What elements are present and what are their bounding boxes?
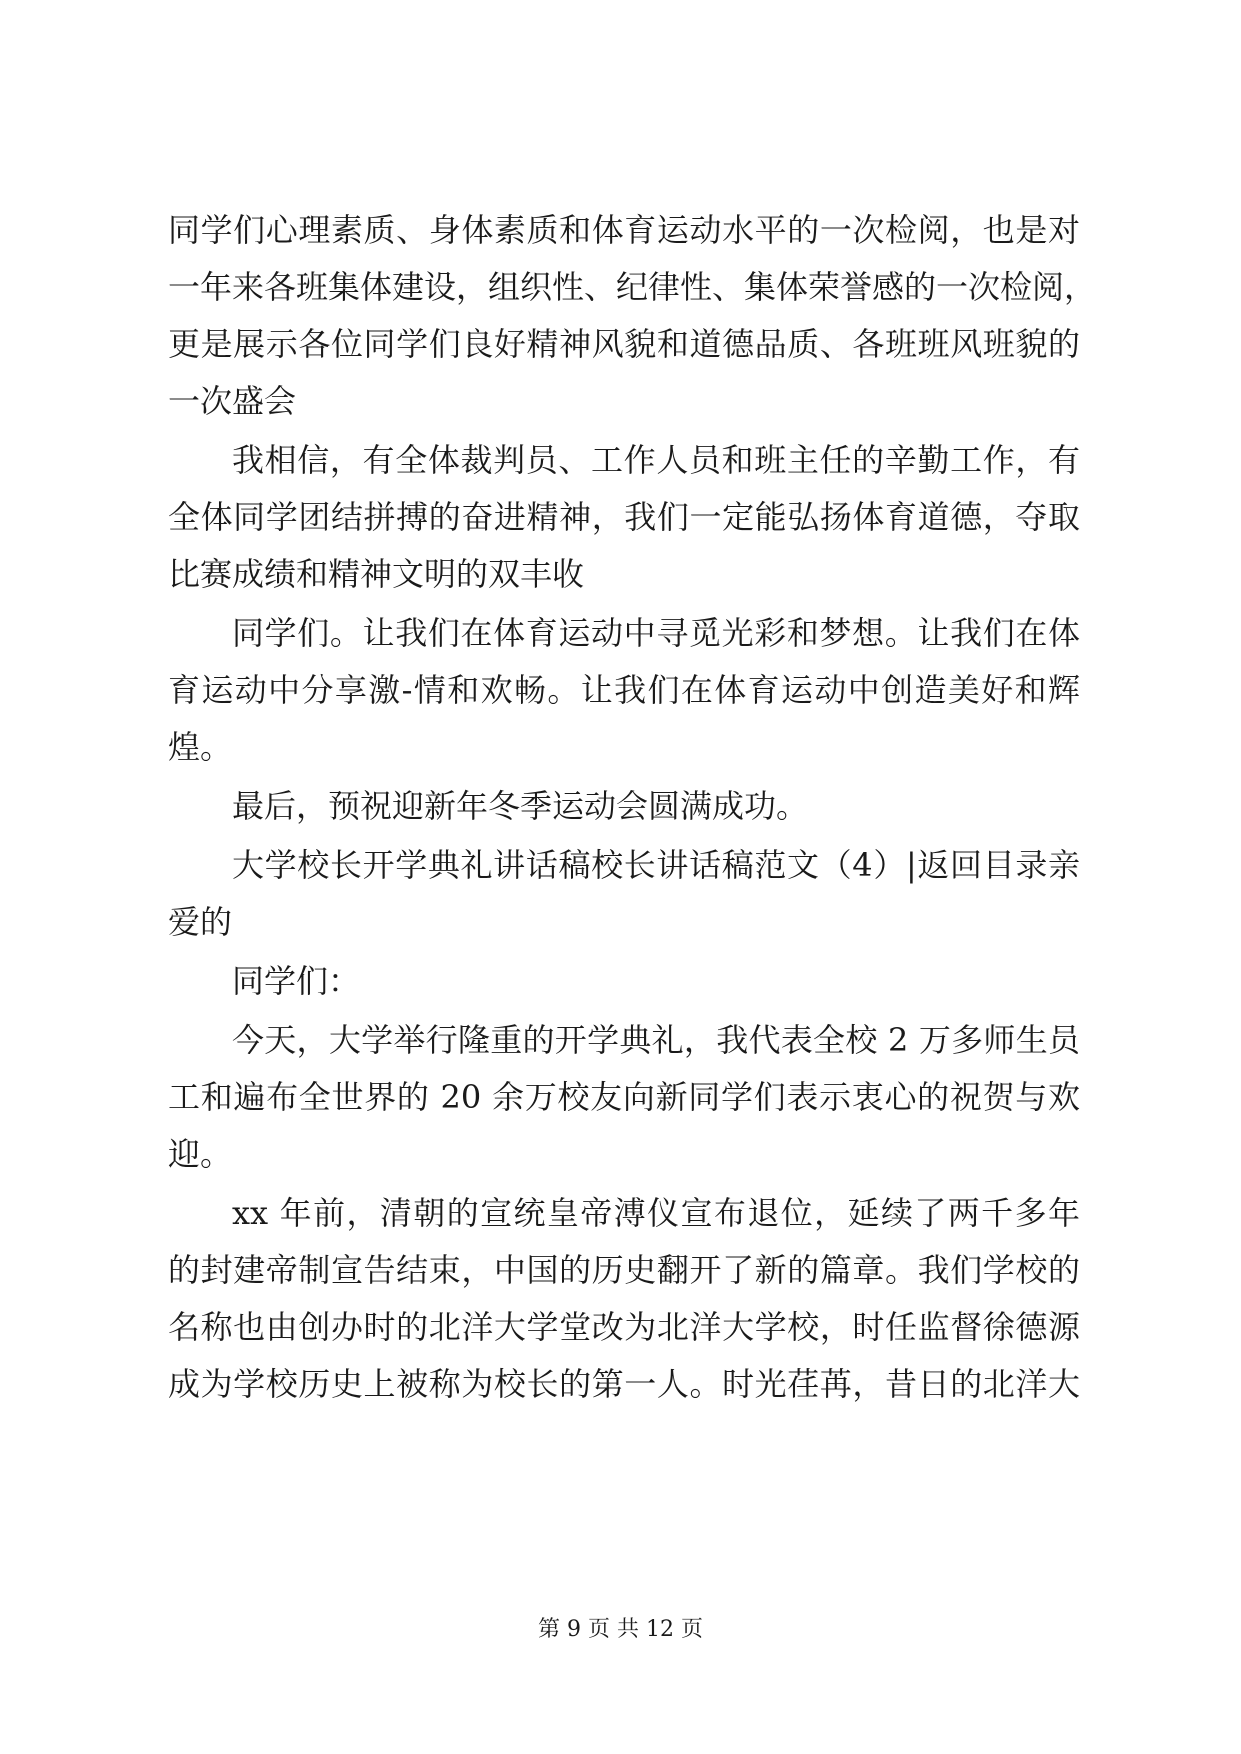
- text-line: 成为学校历史上被称为校长的第一人。时光荏苒，昔日的北洋大: [168, 1365, 1080, 1403]
- text-line: 工和遍布全世界的 20 余万校友向新同学们表示衷心的祝贺与欢: [168, 1078, 1080, 1116]
- text-line: 一次盛会: [168, 382, 297, 420]
- text-line: 比赛成绩和精神文明的双丰收: [168, 555, 585, 593]
- paragraph-first-line: 最后，预祝迎新年冬季运动会圆满成功。: [232, 787, 809, 825]
- text-line: 煌。: [168, 728, 233, 766]
- text-line: 迎。: [168, 1135, 233, 1173]
- page-footer: 第 9 页 共 12 页: [538, 1617, 703, 1642]
- text-line: 育运动中分享激-情和欢畅。让我们在体育运动中创造美好和辉: [168, 671, 1080, 709]
- text-line: 名称也由创办时的北洋大学堂改为北洋大学校，时任监督徐德源: [168, 1308, 1080, 1346]
- paragraph-first-line: xx 年前，清朝的宣统皇帝溥仪宣布退位，延续了两千多年: [232, 1194, 1080, 1232]
- text-line: 同学们心理素质、身体素质和体育运动水平的一次检阅，也是对: [168, 211, 1080, 249]
- paragraph-first-line: 同学们。让我们在体育运动中寻觅光彩和梦想。让我们在体: [232, 614, 1080, 652]
- paragraph-first-line: 今天，大学举行隆重的开学典礼，我代表全校 2 万多师生员: [232, 1021, 1080, 1059]
- text-line: 爱的: [168, 903, 233, 941]
- text-line: 一年来各班集体建设，组织性、纪律性、集体荣誉感的一次检阅，: [168, 268, 1097, 306]
- text-line: 的封建帝制宣告结束，中国的历史翻开了新的篇章。我们学校的: [168, 1251, 1080, 1289]
- section-heading-line: 大学校长开学典礼讲话稿校长讲话稿范文（4）|返回目录亲: [232, 846, 1080, 884]
- text-line: 全体同学团结拼搏的奋进精神，我们一定能弘扬体育道德，夺取: [168, 498, 1080, 536]
- text-line: 更是展示各位同学们良好精神风貌和道德品质、各班班风班貌的: [168, 325, 1080, 363]
- salutation: 同学们：: [232, 962, 361, 1000]
- paragraph-first-line: 我相信，有全体裁判员、工作人员和班主任的辛勤工作，有: [232, 441, 1080, 479]
